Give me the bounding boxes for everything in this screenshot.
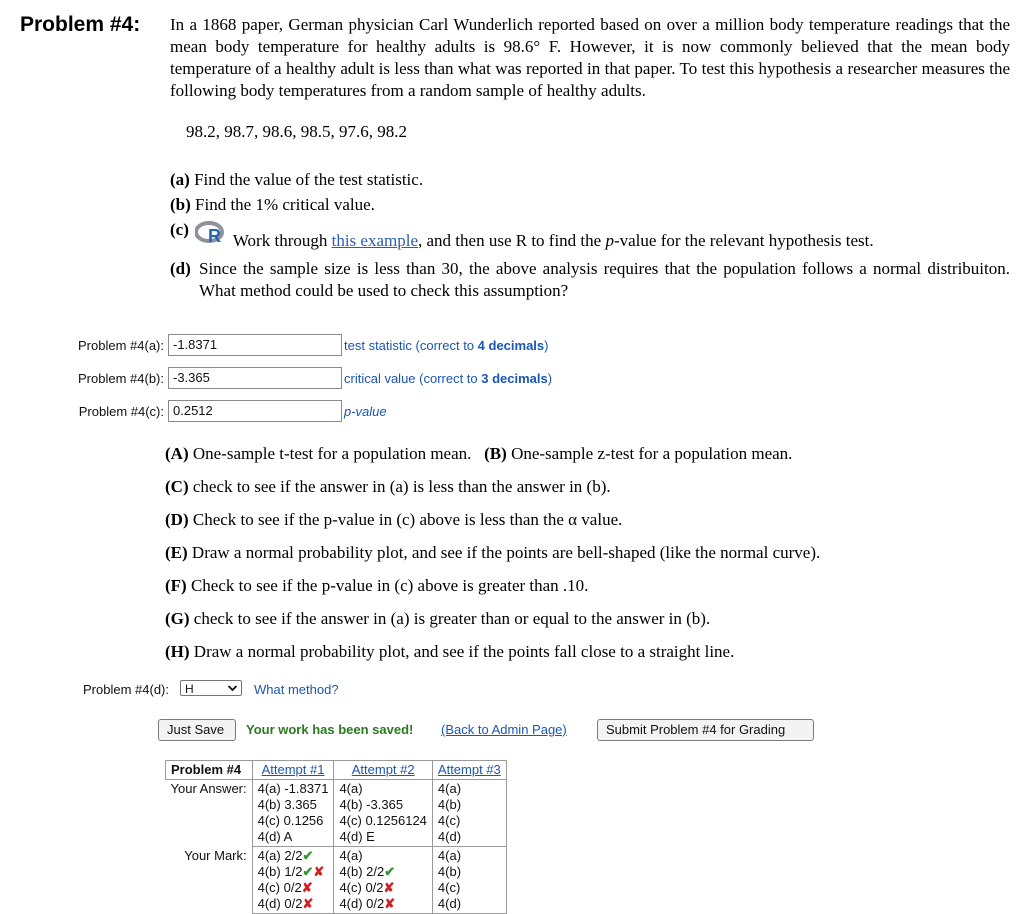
answer-b-hint: critical value (correct to 3 decimals) (344, 371, 553, 386)
answer-b-label: Problem #4(b): (78, 371, 164, 386)
r-logo-icon (195, 221, 229, 251)
save-row (0, 719, 1024, 743)
method-select-value: H (185, 682, 194, 696)
part-b (170, 194, 375, 216)
method-select[interactable] (180, 680, 242, 696)
part-d-text: Since the sample size is less than 30, the above analysis requires that the population follows a normal distribuiton. What method could be used to check this assumption? (199, 259, 1010, 300)
problem-heading: Problem #4: (20, 13, 141, 36)
part-b-label: (b) (170, 195, 191, 214)
cross-icon: ✘ (302, 896, 314, 911)
attempt-2-link[interactable]: Attempt #2 (334, 761, 432, 780)
option-c: (C) check to see if the answer in (a) is less than the answer in (b). (165, 477, 611, 496)
option-f: (F) Check to see if the p-value in (c) above is greater than .10. (165, 576, 589, 595)
this-example-link[interactable]: this example (331, 230, 419, 250)
answer-c-hint: p-value (344, 404, 387, 419)
part-a (170, 169, 423, 191)
answer-row-a (0, 334, 1024, 358)
option-g: (G) check to see if the answer in (a) is greater than or equal to the answer in (b). (165, 609, 711, 628)
part-a-text: Find the value of the test statistic. (194, 170, 424, 189)
cross-icon: ✘ (301, 880, 313, 895)
part-c-text-mid: , and then use R to find the (418, 230, 602, 250)
attempt-2-marks: 4(a) 4(b) 2/2✔ 4(c) 0/2✘ 4(d) 0/2✘ (334, 847, 432, 914)
answer-row-c (0, 400, 1024, 424)
answer-c-label: Problem #4(c): (78, 404, 164, 419)
answer-row-d (0, 678, 1024, 700)
answer-d-hint: What method? (254, 682, 339, 697)
answer-row-b (0, 367, 1024, 391)
option-b-text: One-sample z-test for a population mean. (511, 444, 793, 463)
part-d-label: (d) (170, 259, 191, 278)
just-save-button[interactable]: Just Save (158, 719, 236, 741)
part-c-label: (c) (170, 220, 189, 239)
part-b-text: Find the 1% critical value. (195, 195, 375, 214)
answer-b-input[interactable]: -3.365 (168, 367, 342, 389)
option-h: (H) Draw a normal probability plot, and see if the points fall close to a straight line. (165, 642, 735, 661)
check-icon: ✔ (384, 864, 396, 879)
attempts-table (165, 760, 507, 914)
attempt-1-marks: 4(a) 2/2✔ 4(b) 1/2✔✘ 4(c) 0/2✘ 4(d) 0/2✘ (252, 847, 334, 914)
cross-icon: ✘ (313, 864, 325, 879)
check-icon: ✔ (302, 864, 314, 879)
part-a-label: (a) (170, 170, 190, 189)
attempts-corner: Problem #4 (166, 761, 253, 780)
attempt-1-link[interactable]: Attempt #1 (252, 761, 334, 780)
back-to-admin-link[interactable]: (Back to Admin Page) (441, 722, 567, 737)
your-mark-label: Your Mark: (166, 847, 253, 914)
problem-statement: In a 1868 paper, German physician Carl Wunderlich reported based on over a million body temperature readings that the mean body temperature for healthy adults is 98.6° F. However, it is now commonly believed that the mean body temperature of a healthy adult is less than what was reported in that paper. To test this hypothesis a researcher measures the following body temperatures from a random sample of healthy adults. (170, 15, 1010, 100)
check-icon: ✔ (302, 848, 314, 863)
option-a-b: (A) One-sample t-test for a population mean. (B) One-sample z-test for a population mean. (165, 444, 793, 463)
part-c-pvalue-symbol: p (605, 230, 614, 250)
saved-message: Your work has been saved! (246, 722, 414, 737)
cross-icon: ✘ (384, 896, 396, 911)
answer-a-hint: test statistic (correct to 4 decimals) (344, 338, 549, 353)
part-c-text-pre: Work through (232, 230, 328, 250)
attempt-1-answers: 4(a) -1.8371 4(b) 3.365 4(c) 0.1256 4(d) A (252, 780, 334, 847)
submit-grading-button[interactable]: Submit Problem #4 for Grading (597, 719, 814, 741)
answer-a-label: Problem #4(a): (78, 338, 164, 353)
option-e: (E) Draw a normal probability plot, and see if the points are bell-shaped (like the normal curve). (165, 543, 821, 562)
answer-a-input[interactable]: -1.8371 (168, 334, 342, 356)
cross-icon: ✘ (383, 880, 395, 895)
part-c-text-post: -value for the relevant hypothesis test. (613, 230, 874, 250)
attempt-3-answers: 4(a) 4(b) 4(c) 4(d) (432, 780, 506, 847)
your-answer-label: Your Answer: (166, 780, 253, 847)
option-d: (D) Check to see if the p-value in (c) above is less than the α value. (165, 510, 623, 529)
option-a-text: One-sample t-test for a population mean. (192, 444, 472, 463)
attempt-2-answers: 4(a) 4(b) -3.365 4(c) 0.1256124 4(d) E (334, 780, 432, 847)
part-d (170, 258, 1010, 300)
part-c (170, 219, 1010, 249)
sample-data: 98.2, 98.7, 98.6, 98.5, 97.6, 98.2 (186, 122, 407, 141)
chevron-down-icon (227, 681, 238, 701)
attempt-3-marks: 4(a) 4(b) 4(c) 4(d) (432, 847, 506, 914)
r-logo-letter: R (207, 226, 221, 245)
answer-d-label: Problem #4(d): (83, 682, 169, 697)
attempt-3-link[interactable]: Attempt #3 (432, 761, 506, 780)
answer-c-input[interactable]: 0.2512 (168, 400, 342, 422)
